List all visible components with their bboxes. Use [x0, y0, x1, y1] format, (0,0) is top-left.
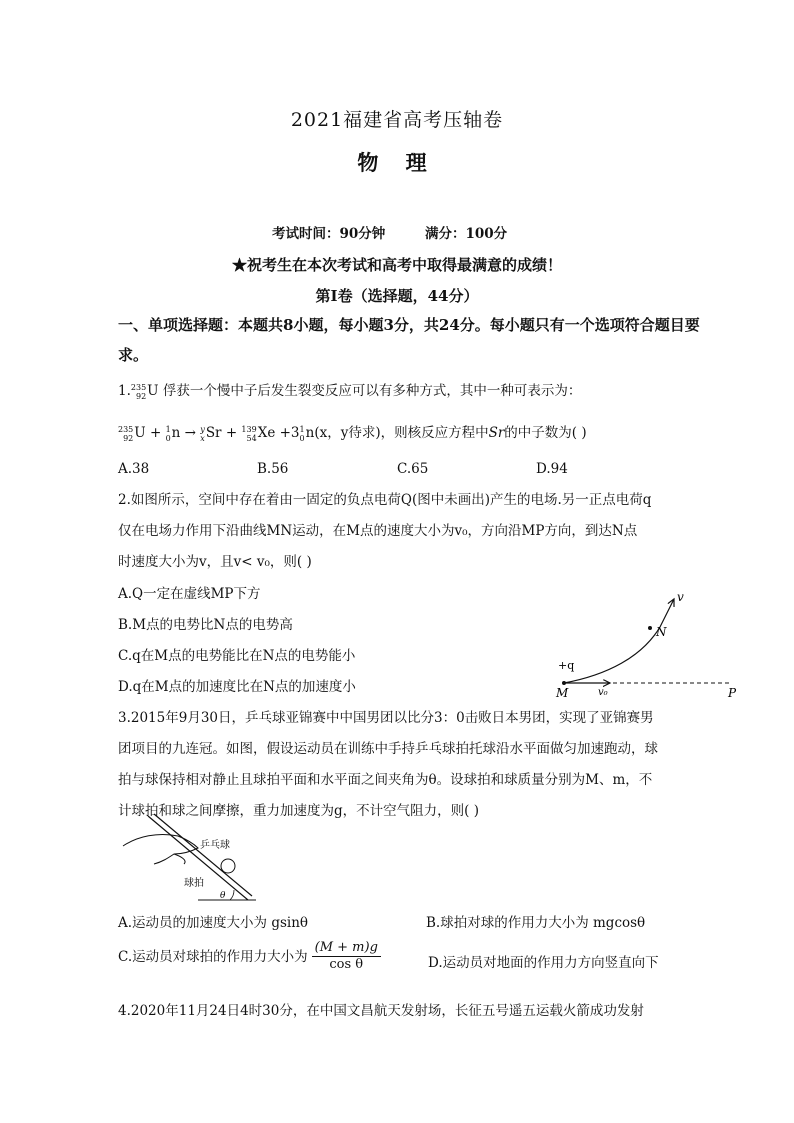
section-intro-line2: 求。 — [118, 346, 149, 364]
eq-sr-z: x — [200, 433, 205, 443]
eq-sr-italic: Sr — [488, 425, 505, 441]
q2-option-d: D.q在M点的加速度比在N点的加速度小 — [118, 679, 356, 695]
label-ball: 乒乓球 — [200, 840, 230, 851]
eq-u-iso — [118, 425, 133, 443]
full-score: 满分：100分 — [425, 226, 508, 242]
fraction-numerator: (M + m)g — [312, 940, 381, 957]
q1-u-isotope — [131, 383, 146, 401]
q1-line1 — [118, 376, 581, 406]
eq-sr-iso — [200, 425, 205, 443]
label-v0: v₀ — [598, 687, 608, 698]
part-title: 第Ⅰ卷（选择题，44分） — [315, 287, 479, 305]
q2-figure — [552, 585, 752, 700]
trajectory-curve — [564, 599, 674, 683]
q3-option-c-fraction — [312, 940, 381, 973]
eq-n2: n — [305, 425, 315, 441]
label-v: v — [677, 590, 684, 604]
eq-xe-mass: 139 — [241, 424, 257, 434]
q1-equation — [118, 418, 587, 448]
exam-title: 2021福建省高考压轴卷 — [290, 109, 504, 131]
eq-arrow: → — [184, 425, 196, 441]
q2-line1: 2.如图所示，空间中存在着由一固定的负点电荷Q(图中未画出)产生的电场.另一正点电荷q — [118, 492, 652, 508]
eq-n-z: 0 — [165, 433, 171, 443]
q3-line4: 计球拍和球之间摩擦，重力加速度为g，不计空气阻力，则( ) — [118, 803, 479, 819]
q1-option-b: B.56 — [257, 461, 289, 477]
eq-sr-mass: y — [200, 424, 205, 434]
label-p: P — [728, 686, 737, 700]
subject-title: 物 理 — [357, 150, 437, 175]
q1-u-symbol: U — [147, 383, 159, 399]
section-intro-line1: 一、单项选择题：本题共8小题，每小题3分，共24分。每小题只有一个选项符合题目要 — [118, 316, 700, 334]
label-q: +q — [558, 659, 575, 672]
eq-plus2: + — [225, 425, 238, 441]
eq-n2-iso — [300, 425, 305, 443]
eq-end: 的中子数为( ) — [504, 425, 587, 441]
eq-tail: (x，y待求)，则核反应方程中 — [314, 425, 489, 441]
ball-icon — [221, 859, 235, 873]
q3-option-c-text: C.运动员对球拍的作用力大小为 — [118, 948, 308, 965]
fraction-denominator: cos θ — [329, 957, 364, 972]
exam-time: 考试时间：90分钟 — [272, 226, 386, 242]
q3-line2: 团项目的九连冠。如图，假设运动员在训练中手持乒乓球拍托球沿水平面做匀加速跑动，球 — [118, 741, 658, 757]
eq-plus1: + — [149, 425, 162, 441]
blessing: ★祝考生在本次考试和高考中取得最满意的成绩！ — [231, 256, 562, 274]
label-m: M — [556, 686, 569, 700]
eq-n2-mass: 1 — [299, 424, 305, 434]
eq-u-z: 92 — [123, 433, 134, 443]
q1-option-a: A.38 — [118, 461, 150, 477]
label-theta: θ — [220, 891, 226, 901]
eq-u-mass: 235 — [118, 424, 134, 434]
point-n — [648, 626, 652, 630]
eq-n-mass: 1 — [165, 424, 171, 434]
eq-n-iso — [166, 425, 171, 443]
q1-u-z: 92 — [135, 391, 147, 401]
label-n: N — [656, 625, 667, 639]
q3-option-c — [118, 940, 385, 973]
eq-xe-iso — [241, 425, 256, 443]
label-racket: 球拍 — [184, 878, 204, 889]
point-m — [562, 681, 566, 685]
q1-u-mass: 235 — [130, 382, 147, 392]
q2-line3: 时速度大小为v，且v< v₀，则( ) — [118, 554, 312, 570]
q3-line1: 3.2015年9月30日，乒乓球亚锦赛中中国男团以比分3：0击败日本男团，实现了亚锦赛男 — [118, 710, 654, 726]
eq-plus3: +3 — [279, 425, 300, 441]
q3-option-a: A.运动员的加速度大小为 gsinθ — [118, 915, 309, 931]
eq-n2-z: 0 — [299, 433, 305, 443]
q1-text: 俘获一个慢中子后发生裂变反应可以有多种方式，其中一种可表示为： — [162, 383, 582, 399]
eq-u: U — [134, 425, 146, 441]
q3-option-b: B.球拍对球的作用力大小为 mgcosθ — [426, 915, 646, 931]
eq-sr: Sr — [205, 425, 222, 441]
q2-option-c: C.q在M点的电势能比在N点的电势能小 — [118, 648, 356, 664]
eq-xe-z: 54 — [246, 433, 257, 443]
q2-option-a: A.Q一定在虚线MP下方 — [118, 586, 261, 602]
q4-line1: 4.2020年11月24日4时30分，在中国文昌航天发射场，长征五号遥五运载火箭成功发射 — [118, 1003, 644, 1019]
q1-option-d: D.94 — [536, 461, 568, 477]
q3-option-d: D.运动员对地面的作用力方向竖直向下 — [428, 955, 659, 971]
q3-line3: 拍与球保持相对静止且球拍平面和水平面之间夹角为θ。设球拍和球质量分别为M、m，不 — [118, 772, 653, 788]
eq-n: n — [171, 425, 181, 441]
q2-option-b: B.M点的电势比N点的电势高 — [118, 617, 293, 633]
eq-xe: Xe — [257, 425, 276, 441]
q3-figure — [118, 808, 258, 908]
q1-number: 1. — [118, 383, 131, 399]
q2-line2: 仅在电场力作用下沿曲线MN运动，在M点的速度大小为v₀，方向沿MP方向，到达N点 — [118, 523, 638, 539]
q1-option-c: C.65 — [397, 461, 429, 477]
